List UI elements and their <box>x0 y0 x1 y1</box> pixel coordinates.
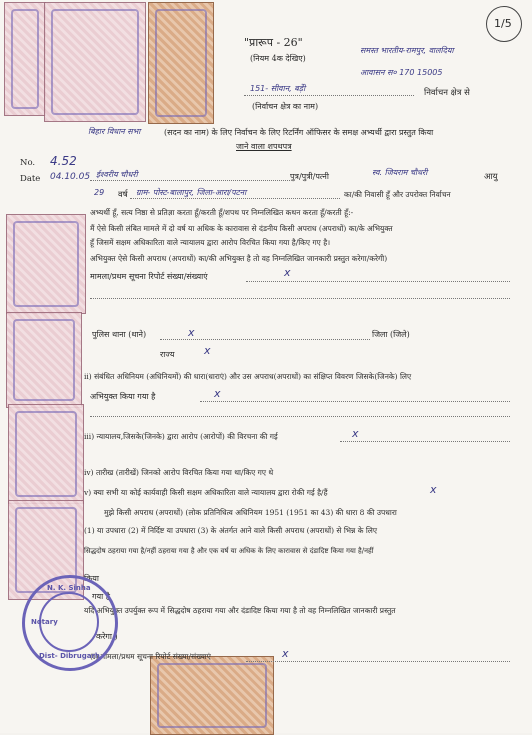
para-c: अभियुक्त ऐसे किसी अपराध (अपराधों) का/की अभियुक्त है तो वह निम्नलिखित जानकारी प्रस्तुत करेगा/करेगी) <box>90 254 388 263</box>
constituency-label: निर्वाचन क्षेत्र से <box>424 88 470 98</box>
address-line <box>130 198 340 199</box>
constituency-line <box>244 95 414 96</box>
mark-6: x <box>430 483 437 496</box>
item-4-line <box>340 441 510 442</box>
item-5: iv) तारीख (तारीखें) जिनको आरोप विरचित किया गया था/किए गए थे <box>84 468 274 477</box>
page-number-badge: 1/5 <box>486 6 522 42</box>
revenue-stamp-top <box>148 2 214 124</box>
house-name-caption: (निर्वाचन क्षेत्र का नाम) <box>252 102 319 111</box>
item-7b: (1) या उपधारा (2) में निर्दिष्ट या उपधारा (3) के अंतर्गत आने वाले किसी अपराध (अपराधों) से भिन्न के लिए <box>84 526 378 535</box>
hw-constituency: 151- सीवान, बड़ेी <box>250 84 306 93</box>
mark-2: x <box>188 326 195 339</box>
resident-text: का/की निवासी हूँ और उपरोक्त निर्वाचन <box>344 190 451 199</box>
hw-name: ईश्वरीय चौधरी <box>96 170 138 179</box>
mark-3: x <box>204 344 211 357</box>
notary-seal: N. K. Sinha Notary Dist- Dibrugarh <box>22 575 118 671</box>
item-2-police: पुलिस थाना (थाने) <box>92 330 147 339</box>
item-3b: अभियुक्त किया गया है <box>90 392 156 401</box>
no-label: No. <box>20 158 36 168</box>
mark-7: x <box>282 647 289 660</box>
form-title: "प्रारूप - 26" <box>244 36 303 49</box>
mark-4: x <box>214 387 221 400</box>
item-2-district: जिला (जिले) <box>372 330 410 339</box>
item-7: मुझे किसी अपराध (अपराधों) (लोक प्रतिनिधित्व अधिनियम 1951 (1951 का 43) की धारा 8 की उपधारा <box>104 508 397 517</box>
body-line-1: (सदन का नाम) के लिए निर्वाचन के लिए रिटर्निंग ऑफिसर के समक्ष अभ्यर्थी द्वारा प्रस्तुत किया <box>164 128 434 137</box>
age-label: आयु <box>484 172 498 182</box>
no-value: 4.52 <box>50 154 77 168</box>
oath-line: अभ्यर्थी हूँ, सत्य निष्ठा से प्रतिज्ञा करता हूँ/करती हूँ/शपथ पर निम्नलिखित कथन करता हूँ/करती हूँ:- <box>90 208 354 217</box>
item-11-line <box>246 661 510 662</box>
para-a: मैं ऐसे किसी लंबित मामले में दो वर्ष या अधिक के कारावास से दंडनीय किसी अपराध (अपराधों) का/के अभियुक्त <box>90 224 393 233</box>
item-8: गया है <box>92 592 111 601</box>
item-2-state: राज्य <box>160 350 175 359</box>
hw-address: ग्राम- पोस्ट-बालापुर, जिला-आरा/पटना <box>136 188 247 197</box>
item-1-line <box>246 281 510 282</box>
item-1-line-2 <box>90 298 510 299</box>
court-fee-stamp-3 <box>6 214 86 314</box>
court-fee-stamp-5 <box>8 404 84 504</box>
revenue-stamp-bottom <box>150 656 274 735</box>
mark-1: x <box>284 266 291 279</box>
item-11: (i) मामला/प्रथम सूचना रिपोर्ट संख्या/संख्याएं <box>90 652 211 661</box>
item-3-line-2 <box>90 416 510 417</box>
item-7c: सिद्धदोष ठहराया गया है/नहीं ठहराया गया है और एक वर्ष या अधिक के लिए कारावास से दंडादिष्ट किया गया है/नहीं <box>84 547 374 555</box>
item-4: iii) न्यायालय,जिसके(जिनके) द्वारा आरोप (आरोपों) की विरचना की गई <box>84 432 278 441</box>
date-label: Date <box>20 174 41 184</box>
item-1: मामला/प्रथम सूचना रिपोर्ट संख्या/संख्याएं <box>90 272 208 281</box>
hw-age: 29 <box>94 188 105 197</box>
item-2-line <box>160 339 370 340</box>
item-6: v) क्या सभी या कोई कार्यवाही किसी सक्षम अधिकारिता वाले न्यायालय द्वारा रोकी गई है/हैं <box>84 488 328 497</box>
court-fee-stamp-1 <box>4 2 46 116</box>
hw-top-right-2: आवासन स० 170 15005 <box>360 68 443 77</box>
son-of-label: पुत्र/पुत्री/पत्नी <box>290 172 329 181</box>
date-value: 04.10.05 <box>50 172 91 182</box>
body-line-2: जाने वाला शपथपत्र <box>236 142 292 151</box>
mark-5: x <box>352 427 359 440</box>
years-label: वर्ष <box>118 190 128 200</box>
rule-reference: (नियम 4क देखिए) <box>250 54 306 63</box>
hw-house-name: बिहार विधान सभा <box>88 127 141 136</box>
item-7d: किया <box>84 574 99 583</box>
court-fee-stamp-4 <box>6 312 82 408</box>
hw-top-right-1: समस्त भारतीय-रामपुर, वालदिया <box>360 46 454 55</box>
name-line <box>90 180 290 181</box>
item-10: करेगा ) <box>96 632 118 641</box>
item-3-line <box>200 401 510 402</box>
item-9: यदि अभियुक्त उपर्युक्त रूप में सिद्धदोष ठहराया गया और दंडादिष्ट किया गया है तो वह निम्नलिखित जानकारी प्रस्तुत <box>84 606 396 615</box>
court-fee-stamp-2 <box>44 2 146 122</box>
para-b: हूँ जिसमें सक्षम अधिकारिता वाले न्यायालय द्वारा आरोप विरचित किया गया है/किए गए है। <box>90 238 331 247</box>
hw-father: स्व. जियराम चौधरी <box>372 168 428 177</box>
item-3: ii) संबंधित अधिनियम (अधिनियमों) की धारा(धाराएं) और उस अपराध(अपराधों) का संक्षिप्त विवरण जिसके(जिनके) लिए <box>84 372 412 381</box>
